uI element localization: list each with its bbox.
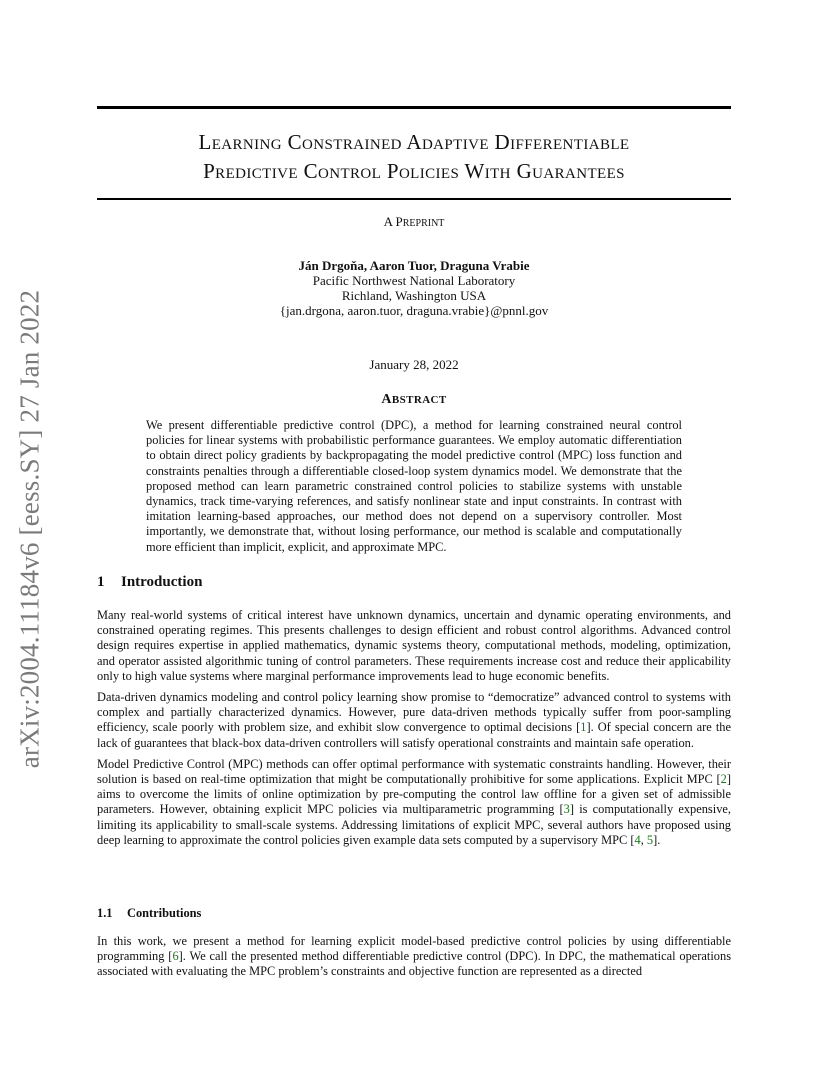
citation-link-4[interactable]: 4 xyxy=(634,832,641,847)
contrib-p1-text-a: In this work, we present a method for learning explicit model-based predictive control policies by using differentiable programming [ xyxy=(97,934,731,964)
citation-link-2[interactable]: 2 xyxy=(720,772,727,787)
preprint-label-first: A P xyxy=(383,214,403,229)
author-names: Ján Drgoňa, Aaron Tuor, Draguna Vrabie xyxy=(298,258,530,273)
intro-p2-text-a: Data-driven dynamics modeling and control policy learning show promise to “democratize” advanced control to systems with complex and partially characterized dynamics. However, pure data-driven methods typically suffer from poor-sampling efficiency, scale poorly with problem size, and exhibit slow convergence to optimal decisions [ xyxy=(97,690,731,735)
subsection-heading-contributions xyxy=(97,906,201,921)
intro-p3-text-c: ] is computationally expensive, limiting its applicability to small-scale systems. Addressing limitations of explicit MPC, several authors have proposed using deep learning to approximate the control policies given example data sets computed by a supervisory MPC [ xyxy=(97,802,731,847)
section-heading-introduction xyxy=(97,574,202,591)
abstract-heading xyxy=(97,392,731,408)
abstract-heading-rest: BSTRACT xyxy=(391,394,447,406)
citation-link-3[interactable]: 3 xyxy=(563,802,570,817)
arxiv-side-identifier xyxy=(2,286,58,772)
preprint-label xyxy=(97,214,731,230)
citation-link-5[interactable]: 5 xyxy=(646,832,654,847)
author-block xyxy=(97,258,731,318)
subsection-number: 1.1 xyxy=(97,906,113,920)
section-title: Introduction xyxy=(121,574,203,590)
author-emails: {jan.drgona, aaron.tuor, draguna.vrabie}@pnnl.gov xyxy=(279,303,549,318)
abstract-text: We present differentiable predictive control (DPC), a method for learning constrained neural control policies for linear systems with probabilistic performance guarantees. We employ automatic differentiation to obtain direct policy gradients by backpropagating the model predictive control (MPC) loss function and constraints penalties through a differentiable closed-loop system dynamics model. We demonstrate that the proposed method can learn parametric constrained control policies to stabilize systems with unstable dynamics, track time-varying references, and satisfy nonlinear state and input constraints. In contrast with imitation learning-based approaches, our method does not depend on a supervisory controller. Most importantly, we demonstrate that, without losing performance, our method is scalable and computationally more efficient than implicit, explicit, and approximate MPC. xyxy=(146,418,682,554)
citation-link-6[interactable]: 6 xyxy=(172,949,179,964)
paper-title xyxy=(97,128,731,186)
title-top-rule xyxy=(97,106,731,109)
contributions-body xyxy=(97,934,731,986)
title-line-1: Learning Constrained Adaptive Differentiable xyxy=(198,130,630,154)
contrib-paragraph-1 xyxy=(97,934,731,980)
author-location: Richland, Washington USA xyxy=(341,288,487,303)
intro-paragraph-2 xyxy=(97,690,731,751)
contrib-p1-text-b: ]. We call the presented method differentiable predictive control (DPC). In DPC, the mathematical operations associated with evaluating the MPC problem’s constraints and objective function are represented as a directed xyxy=(97,949,732,979)
arxiv-identifier-text: arXiv:2004.11184v6 [eess.SY] 27 Jan 2022 xyxy=(14,289,45,769)
section-number: 1 xyxy=(97,574,105,590)
intro-p3-text-d: ]. xyxy=(653,832,661,847)
title-bottom-rule xyxy=(97,198,731,200)
preprint-label-rest: REPRINT xyxy=(402,218,445,229)
paper-date: January 28, 2022 xyxy=(369,357,459,372)
citation-link-1[interactable]: 1 xyxy=(580,720,587,735)
intro-p3-text-b: ] aims to overcome the limits of online optimization by pre-computing the control law offline for a given set of admissible parameters. However, obtaining explicit MPC policies via multiparametric programming [ xyxy=(97,772,731,817)
citation-separator: , xyxy=(640,832,647,847)
intro-paragraph-1: Many real-world systems of critical interest have unknown dynamics, uncertain and dynamic operating environments, and constrained operating regimes. This presents challenges to design efficient and robust control algorithms. Advanced control design requires expertise in applied mathematics, dynamic systems theory, computational methods, modeling, optimization, and operator assisted algorithmic tuning of control parameters. These requirements increase cost and reduce their applicability only to high value systems where marginal performance improvements lead to huge economic benefits. xyxy=(97,608,731,683)
intro-p3-text-a: Model Predictive Control (MPC) methods can offer optimal performance with systematic constraints handling. However, their solution is based on real-time optimization that might be computationally prohibitive for some applications. Explicit MPC [ xyxy=(97,756,731,787)
intro-paragraph-3 xyxy=(97,757,731,848)
intro-p2-text-b: ]. Of special concern are the lack of guarantees that black-box data-driven controllers will satisfy operational constraints and maintain safe operation. xyxy=(97,720,731,750)
author-affiliation: Pacific Northwest National Laboratory xyxy=(312,273,516,288)
title-line-2: Predictive Control Policies With Guarantees xyxy=(203,159,625,183)
introduction-body xyxy=(97,608,731,854)
subsection-title: Contributions xyxy=(127,906,202,920)
abstract-heading-first: A xyxy=(381,392,392,407)
